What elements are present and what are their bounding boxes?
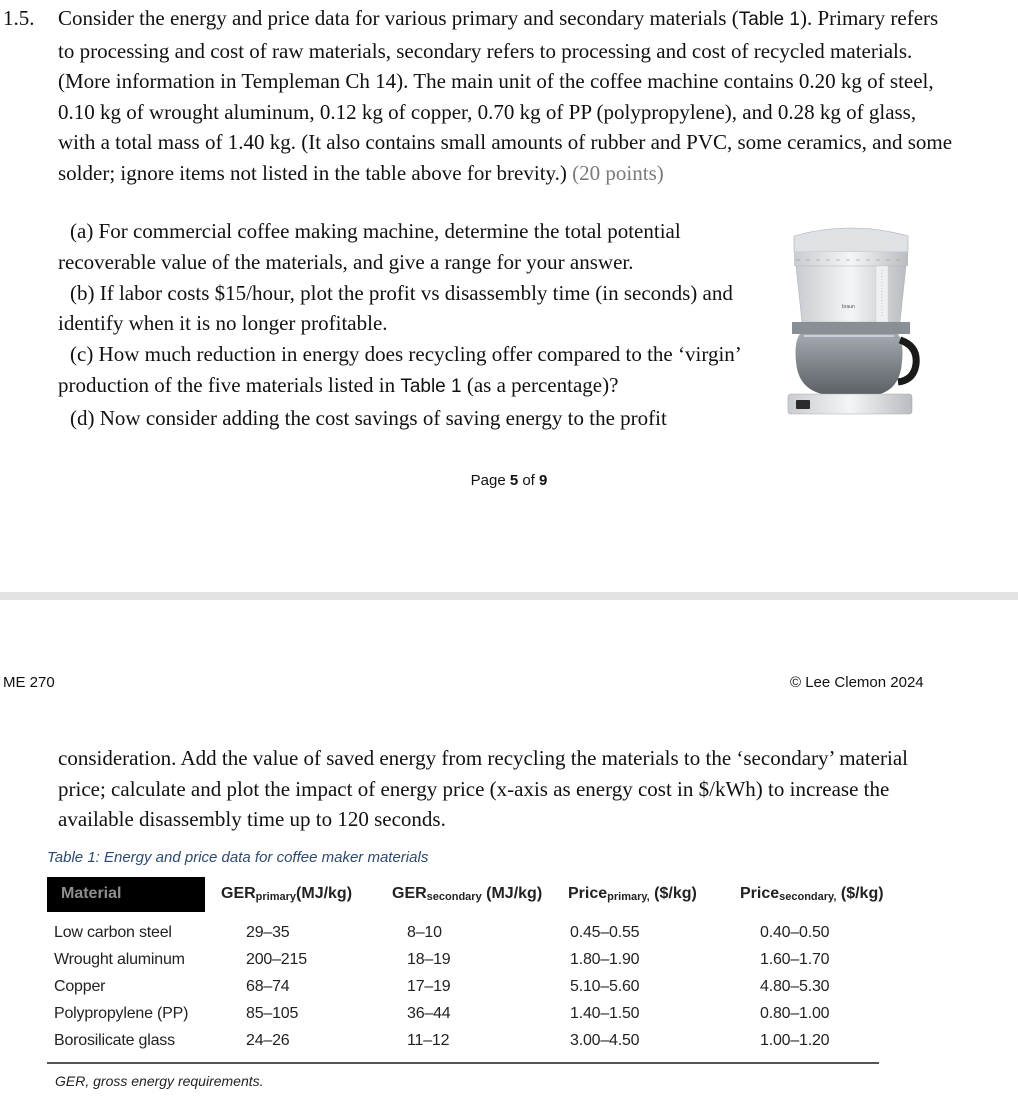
cell-price-primary: 1.80–1.90 <box>570 951 640 968</box>
table-header <box>47 877 884 912</box>
cell-price-secondary: 1.60–1.70 <box>760 951 830 968</box>
cell-price-primary: 0.45–0.55 <box>570 924 640 941</box>
price-s-unit: ($/kg) <box>836 885 884 902</box>
ger-p-main: GER <box>221 885 256 902</box>
cell-ger-primary: 200–215 <box>246 951 307 968</box>
coffee-maker-image <box>782 222 920 422</box>
cell-ger-primary: 24–26 <box>246 1032 290 1049</box>
cell-ger-secondary: 18–19 <box>407 951 451 968</box>
cell-material: Copper <box>54 978 106 995</box>
page-separator <box>0 592 1018 600</box>
header-material: Material <box>61 885 122 902</box>
intro-text-end: ). Primary refers to processing and cost of raw materials, secondary refers to processing and cost of recycled materials. (More information in Templeman Ch 14). The main unit of the coffee machine contains 0.20 kg of steel, 0.10 kg of wrought aluminum, 0.12 kg of copper, 0.70 kg of PP (polypropylene), and 0.28 kg of glass, with a total mass of 1.40 kg. (It also contains small amounts of rubber and PVC, some ceramics, and some solder; ignore items not listed in the table above for brevity.) <box>58 6 953 185</box>
part-c-table-ref: Table 1 <box>400 375 462 397</box>
header-price-primary <box>568 885 697 903</box>
table-row <box>47 922 879 949</box>
points-label: (20 points) <box>572 160 664 185</box>
table-row <box>47 1003 879 1030</box>
cell-ger-secondary: 11–12 <box>407 1032 450 1049</box>
price-p-main: Price <box>568 885 608 902</box>
cell-ger-primary: 68–74 <box>246 978 290 995</box>
cell-material: Polypropylene (PP) <box>54 1005 189 1022</box>
intro-text-start: Consider the energy and price data for various primary and secondary materials ( <box>58 6 739 30</box>
header-material-cell <box>47 877 205 912</box>
cell-material: Wrought aluminum <box>54 951 185 968</box>
cell-price-primary: 1.40–1.50 <box>570 1005 640 1022</box>
part-a: (a) For commercial coffee making machine, determine the total potential recoverable value of the materials, and give a range for your answer. <box>58 219 681 274</box>
cell-price-primary: 3.00–4.50 <box>570 1032 640 1049</box>
price-p-unit: ($/kg) <box>649 885 697 902</box>
price-s-main: Price <box>740 885 780 902</box>
price-s-sub: secondary, <box>779 891 837 903</box>
table-row <box>47 1030 879 1057</box>
header-ger-secondary <box>392 885 542 903</box>
cell-price-secondary: 0.40–0.50 <box>760 924 830 941</box>
page-total: 9 <box>539 472 548 489</box>
part-c-end: (as a percentage)? <box>461 372 619 397</box>
page-number <box>0 472 1018 489</box>
course-header: ME 270 <box>3 674 55 691</box>
table-bottom-rule <box>47 1062 879 1064</box>
copyright-header: © Lee Clemon 2024 <box>790 674 924 691</box>
cell-price-secondary: 0.80–1.00 <box>760 1005 830 1022</box>
part-d: (d) Now consider adding the cost savings of saving energy to the profit <box>70 405 667 430</box>
page-prefix: Page <box>470 472 510 489</box>
header-price-secondary <box>740 885 884 903</box>
cell-price-primary: 5.10–5.60 <box>570 978 640 995</box>
table-reference: Table 1 <box>738 9 800 30</box>
header-ger-primary <box>221 885 352 903</box>
ger-s-main: GER <box>392 885 427 902</box>
cell-price-secondary: 4.80–5.30 <box>760 978 830 995</box>
part-c-start: (c) How much reduction in energy does recycling offer compared to the ‘virgin’ production of the five materials listed in <box>58 342 741 397</box>
cell-material: Low carbon steel <box>54 924 172 941</box>
cell-ger-primary: 29–35 <box>246 924 290 941</box>
question-parts <box>58 216 778 434</box>
cell-ger-primary: 85–105 <box>246 1005 299 1022</box>
cell-price-secondary: 1.00–1.20 <box>760 1032 830 1049</box>
cell-ger-secondary: 17–19 <box>407 978 451 995</box>
ger-p-unit: (MJ/kg) <box>296 885 353 902</box>
page-current: 5 <box>509 472 519 489</box>
table-caption: Table 1: Energy and price data for coffee maker materials <box>47 849 429 866</box>
table-footnote: GER, gross energy requirements. <box>55 1073 264 1089</box>
ger-p-sub: primary <box>255 891 297 903</box>
page-6 <box>0 600 1018 1120</box>
table-body <box>47 922 879 1057</box>
part-b: (b) If labor costs $15/hour, plot the profit vs disassembly time (in seconds) and identify when it is no longer profitable. <box>58 280 733 336</box>
ger-s-sub: secondary <box>426 891 482 903</box>
price-p-sub: primary, <box>607 891 650 903</box>
part-c <box>58 339 778 403</box>
cell-ger-secondary: 8–10 <box>407 924 442 941</box>
brand-mark: braun <box>842 304 855 310</box>
cell-material: Borosilicate glass <box>54 1032 175 1049</box>
part-d-continuation: consideration. Add the value of saved energy from recycling the materials to the ‘secondary’ material price; calculate and plot the impact of energy price (x-axis as energy cost in $/kWh) to increase the available disassembly time up to 120 seconds. <box>58 746 908 831</box>
table-row <box>47 949 879 976</box>
question-number: 1.5. <box>3 6 35 30</box>
cell-ger-secondary: 36–44 <box>407 1005 451 1022</box>
question-intro <box>58 3 958 188</box>
table-row <box>47 976 879 1003</box>
page-of: of <box>518 472 540 489</box>
ger-s-unit: (MJ/kg) <box>481 885 543 902</box>
